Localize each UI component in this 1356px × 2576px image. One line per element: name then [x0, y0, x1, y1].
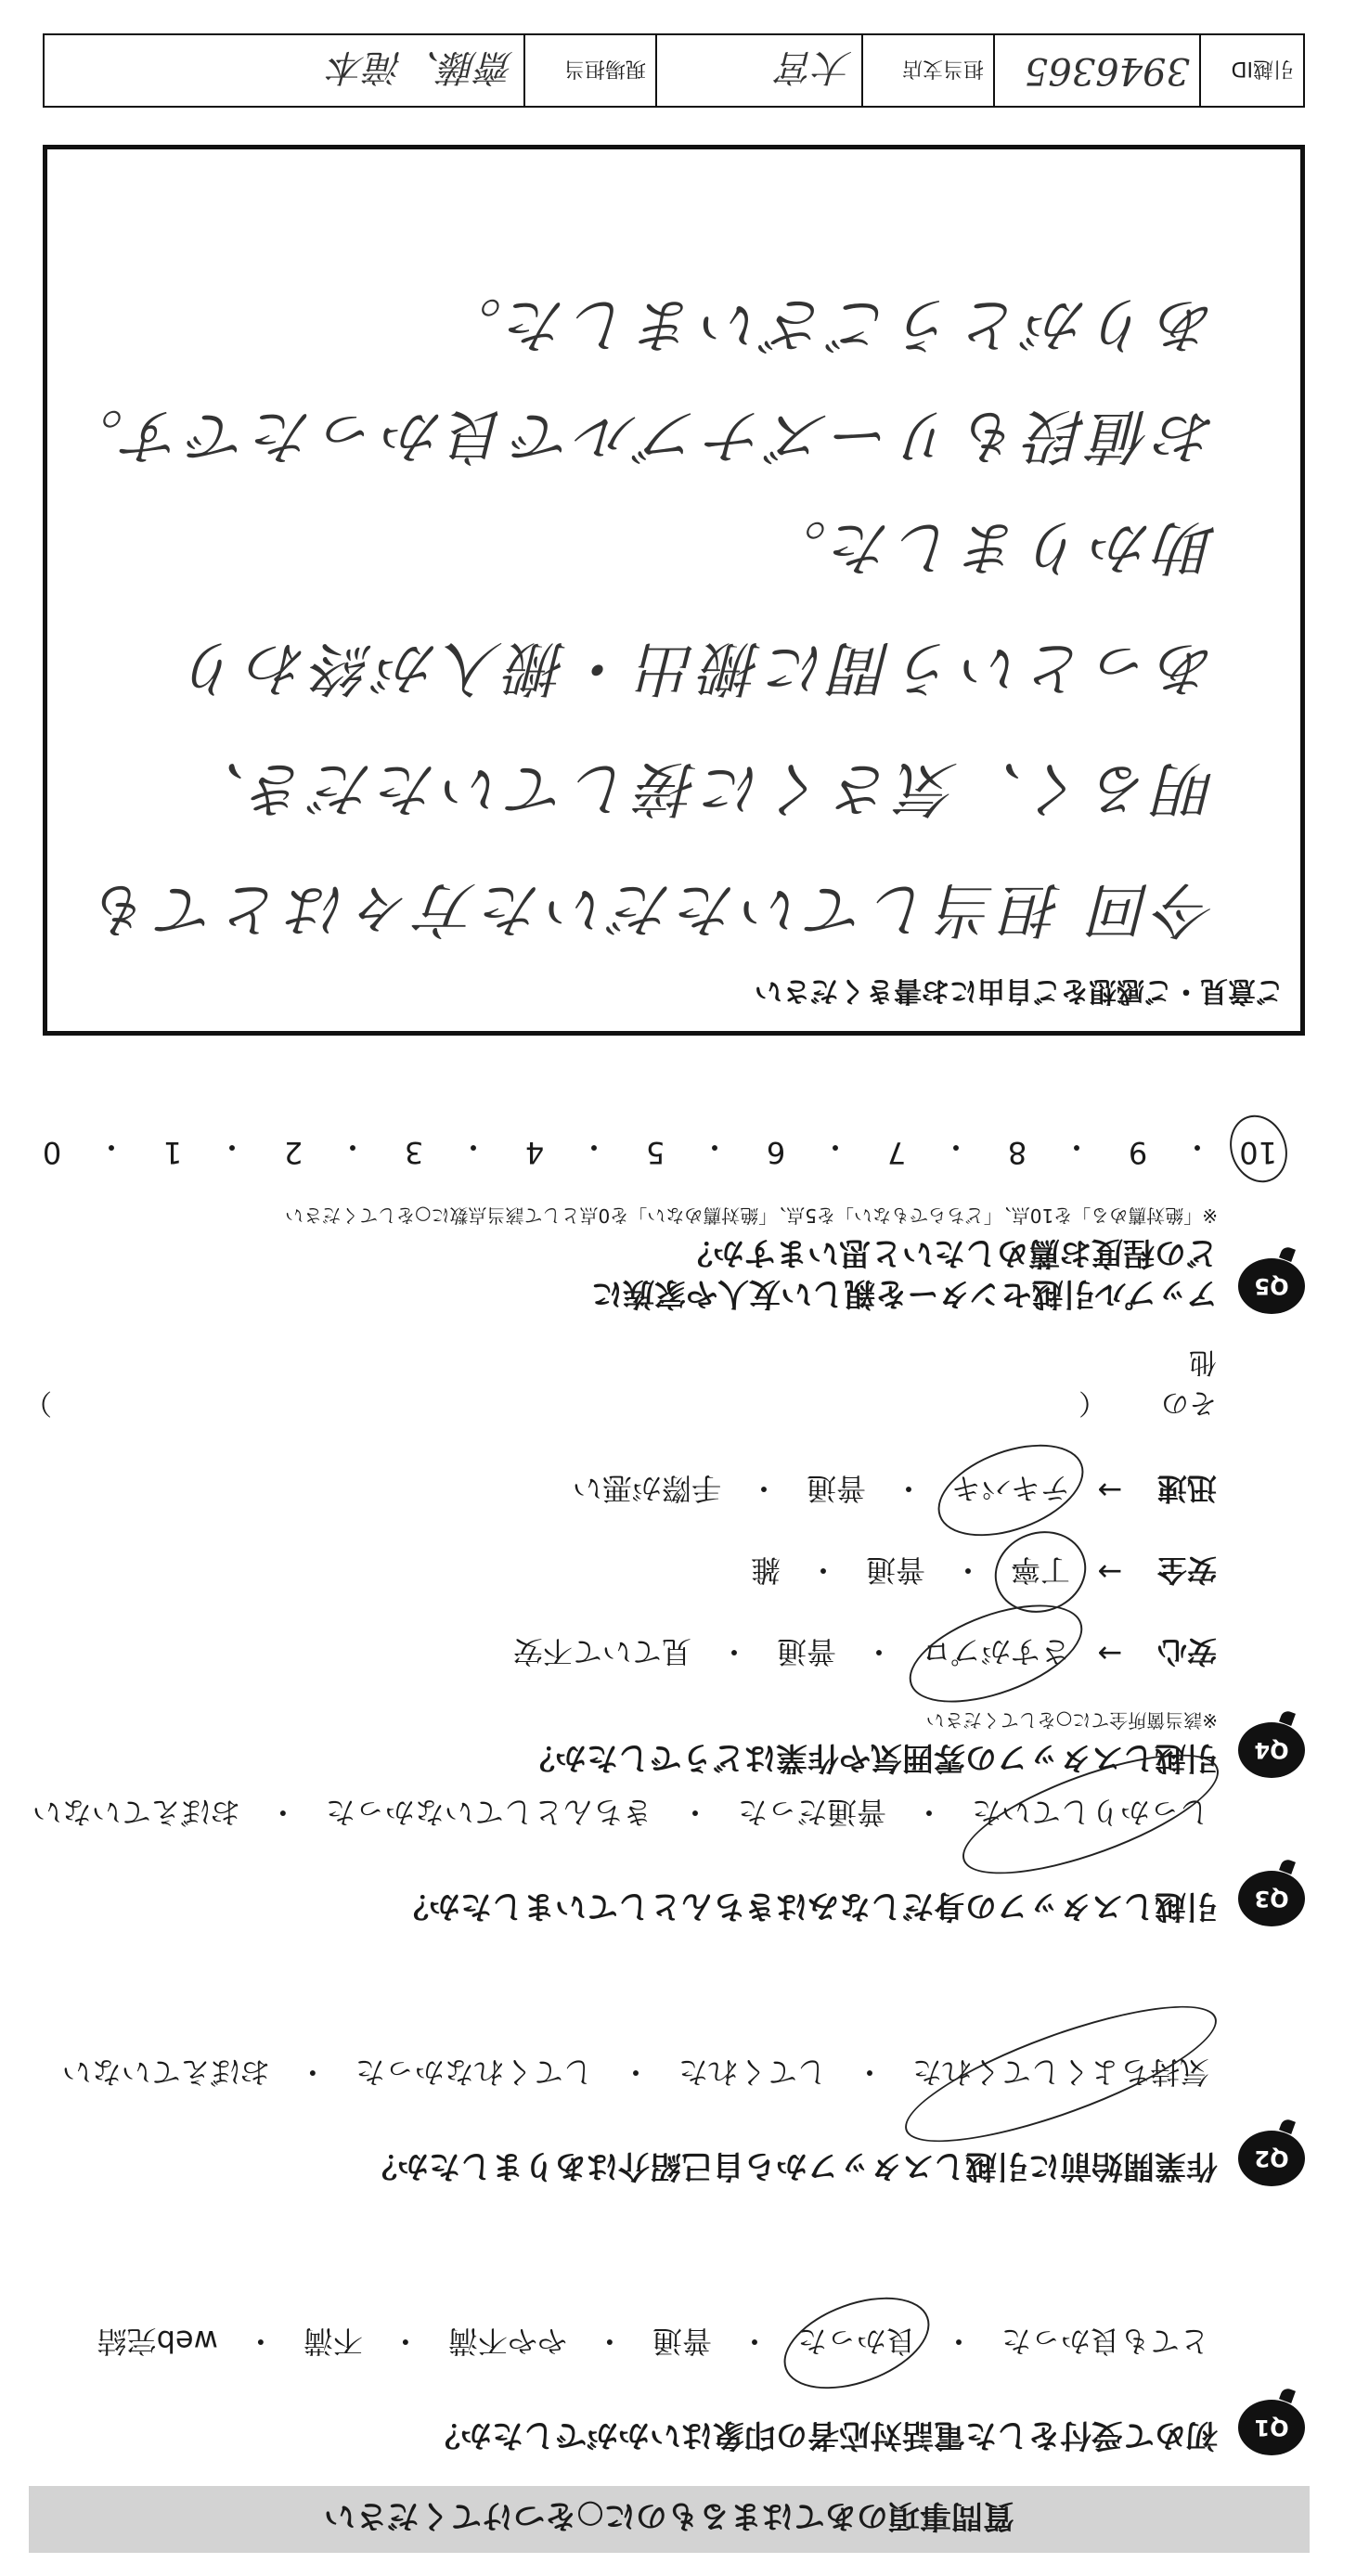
move-id-label: 引越ID: [1199, 35, 1303, 106]
score-option[interactable]: 7: [886, 1135, 907, 1170]
q5-note: ※「絶対薦める」を10点、「どちらでもない」を5点、「絶対薦めない」を0点として該当点数に○をしてください: [285, 1204, 1218, 1227]
comment-line: 明るく、気さくに接していただき、: [180, 753, 1217, 822]
question-5: [24, 1127, 1305, 1314]
q4-other-label: その他: [1161, 1346, 1217, 1419]
q4-note: ※該当箇所全てに○をしてください: [925, 1709, 1218, 1732]
free-comment-box[interactable]: [43, 145, 1305, 1036]
q4-option-selected[interactable]: さすがプロ: [914, 1627, 1078, 1681]
q3-options: しっかりしていた ・ 普通だった ・ きちんとしていなかった ・ おぼえていない: [24, 1787, 1217, 1841]
q1-title: 初めて受付をした電話対応者の印象はいかがでしたか？: [429, 2416, 1218, 2454]
q2-title: 作業開始前に引越しスタッフから自己紹介はありましたか？: [366, 2147, 1218, 2184]
q3-option[interactable]: おぼえていない: [32, 1795, 240, 1830]
q1-badge: Q1: [1238, 2400, 1305, 2455]
q4-row-label: 安全: [1156, 1552, 1217, 1588]
move-id-value: 3946365: [1024, 49, 1190, 92]
score-option[interactable]: 3: [404, 1135, 424, 1170]
question-2: [24, 2047, 1305, 2186]
q2-option-selected[interactable]: 気持ちよくしてくれた: [905, 2047, 1217, 2101]
q4-option[interactable]: 見ていて不安: [512, 1634, 691, 1669]
q4-row-label: 安心: [1156, 1634, 1217, 1669]
q1-option[interactable]: とても良かった: [1001, 2324, 1209, 2359]
score-option[interactable]: 4: [524, 1135, 545, 1170]
q1-option-selected[interactable]: 良かった: [790, 2316, 923, 2370]
score-option-selected[interactable]: 10: [1240, 1127, 1277, 1170]
q2-option[interactable]: おぼえていない: [61, 2054, 270, 2090]
q4-badge: Q4: [1238, 1722, 1305, 1778]
score-option[interactable]: 6: [766, 1135, 786, 1170]
branch-value: 大宮: [778, 45, 852, 89]
q4-title: 引越しスタッフの雰囲気や作業はどうでしたか？: [523, 1739, 1218, 1776]
score-option[interactable]: 1: [162, 1135, 183, 1170]
q2-options: 気持ちよくしてくれた ・ してくれた ・ してくれなかった ・ おぼえていない: [24, 2047, 1217, 2101]
q5-badge: Q5: [1238, 1258, 1305, 1314]
score-option[interactable]: 0: [42, 1135, 62, 1170]
q3-option[interactable]: 普通だった: [737, 1795, 886, 1830]
q1-options: とても良かった ・ 良かった ・ 普通 ・ やや不満 ・ 不満 ・ web完結: [24, 2316, 1217, 2370]
q3-option[interactable]: きちんとしていなかった: [325, 1795, 652, 1830]
q4-option[interactable]: 普通: [865, 1552, 925, 1588]
score-option[interactable]: 2: [283, 1135, 303, 1170]
q4-other: [24, 1345, 1217, 1426]
q2-option[interactable]: してくれた: [678, 2054, 827, 2090]
arrow-icon: →: [1097, 1554, 1123, 1590]
free-comment-title: ご意見・ご感想をご自由にお書きください: [755, 974, 1284, 1007]
comment-line: 今回 担当していただいた方々はとても: [87, 874, 1217, 943]
comment-line: 助かりました。: [762, 512, 1217, 581]
q1-option[interactable]: 普通: [652, 2324, 712, 2359]
q4-option-selected[interactable]: テキパキ: [944, 1463, 1078, 1517]
q3-option-selected[interactable]: しっかりしていた: [964, 1787, 1217, 1841]
comment-line: ありがとうございました。: [437, 290, 1217, 358]
question-1: [24, 2316, 1305, 2455]
q4-option[interactable]: 手際が悪い: [572, 1471, 721, 1506]
q4-row-jinsoku: 迅速 → テキパキ ・ 普通 ・ 手際が悪い: [24, 1463, 1217, 1517]
q4-row-anshin: 安心 → さすがプロ ・ 普通 ・ 見ていて不安: [24, 1627, 1217, 1681]
q3-title: 引越しスタッフの身だしなみはきちんとしていましたか？: [397, 1887, 1218, 1925]
q5-title-line2: どの程度お薦めしたいと思いますか？: [681, 1234, 1218, 1271]
q4-option[interactable]: 雑: [750, 1552, 781, 1588]
question-3: [24, 1787, 1305, 1926]
q5-score-scale: 10 ・ 9 ・ 8 ・ 7 ・ 6 ・ 5 ・ 4 ・ 3 ・ 2 ・ 1 ・ 0: [33, 1127, 1277, 1170]
leader-value: 齋藤、滝本: [329, 45, 514, 89]
q4-option[interactable]: 普通: [776, 1634, 836, 1669]
q5-title-line1: アップル引越センターを親しい友人や家族に: [591, 1275, 1218, 1312]
q1-option[interactable]: web完結: [97, 2324, 218, 2359]
score-option[interactable]: 9: [1128, 1135, 1148, 1170]
q4-option-selected[interactable]: 丁寧: [1003, 1545, 1078, 1599]
q2-badge: Q2: [1238, 2131, 1305, 2186]
staff-info-table: [43, 33, 1305, 108]
q4-row-anzen: 安全 → 丁寧 ・ 普通 ・ 雑: [24, 1545, 1217, 1599]
instructions-banner: [29, 2486, 1310, 2553]
q1-option[interactable]: 不満: [303, 2324, 363, 2359]
comment-line: お値段もリーズナブルで良かったです。: [58, 401, 1217, 470]
branch-label: 担当支店: [861, 35, 993, 106]
score-option[interactable]: 5: [645, 1135, 665, 1170]
comment-line: あっという間に搬出・搬入が終わり: [177, 633, 1217, 702]
arrow-icon: →: [1097, 1473, 1123, 1508]
q2-option[interactable]: してくれなかった: [355, 2054, 593, 2090]
q1-option[interactable]: やや不満: [447, 2324, 567, 2359]
leader-label: 現場担当: [523, 35, 655, 106]
score-option[interactable]: 8: [1007, 1135, 1027, 1170]
q4-row-label: 迅速: [1156, 1471, 1217, 1506]
arrow-icon: →: [1097, 1636, 1123, 1671]
question-4: [24, 1345, 1305, 1778]
q3-badge: Q3: [1238, 1871, 1305, 1926]
q4-option[interactable]: 普通: [806, 1471, 866, 1506]
q4-other-close-paren: ）: [24, 1386, 52, 1419]
banner-text: 質問事項のあてはまるものに○をつけてください: [324, 2497, 1014, 2535]
q4-other-open-paren: （: [1078, 1386, 1107, 1419]
